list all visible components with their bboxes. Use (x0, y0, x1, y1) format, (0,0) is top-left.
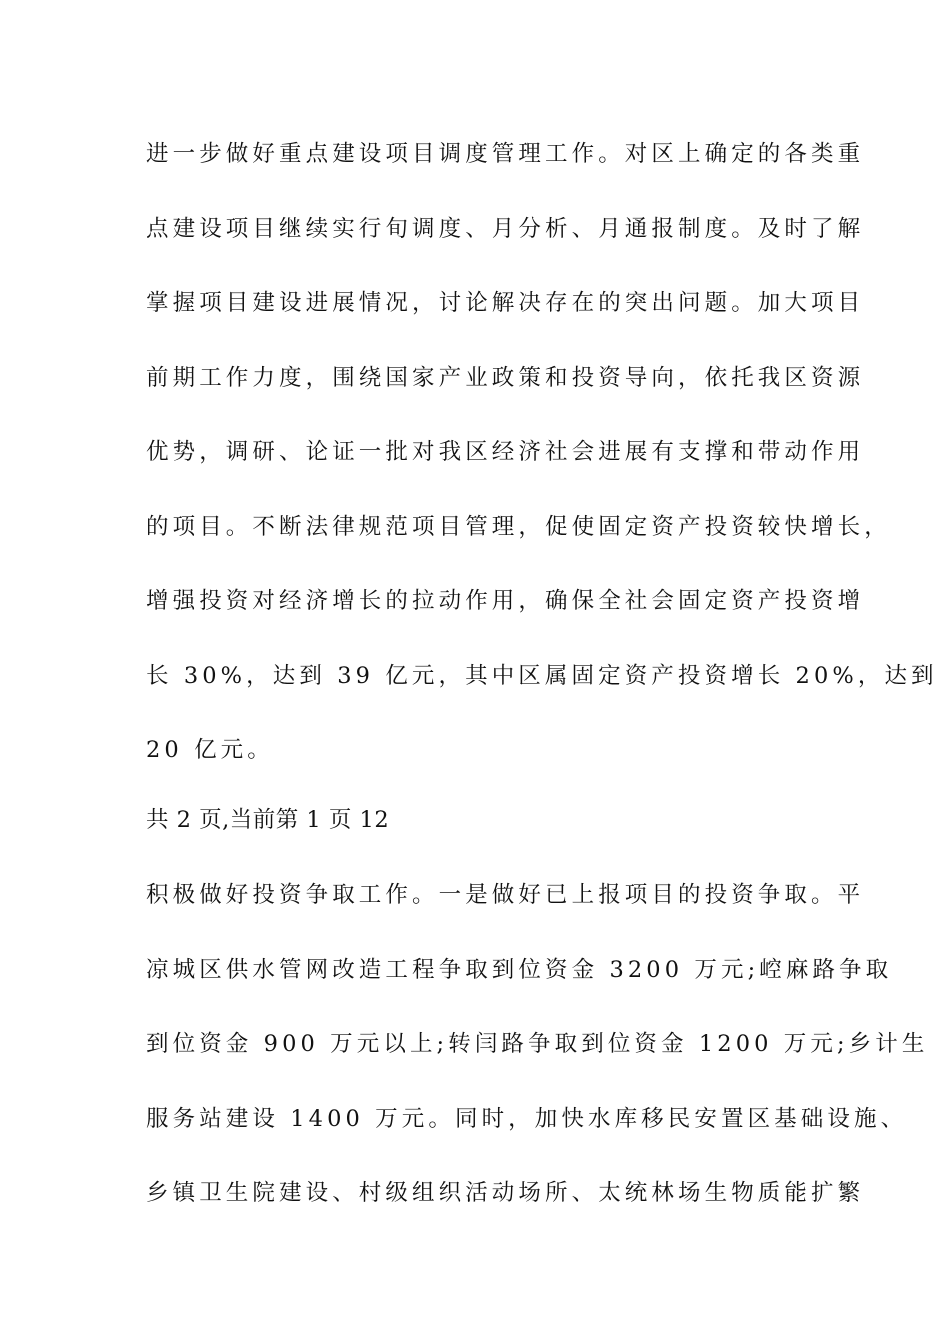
paragraph-investment-management (146, 117, 938, 788)
paragraph-line: 20 亿元。 (146, 737, 274, 763)
paragraph-investment-funding (146, 858, 929, 1231)
paragraph-line: 点建设项目继续实行旬调度、月分析、月通报制度。及时了解 (146, 215, 865, 242)
paragraph-line: 积极做好投资争取工作。一是做好已上报项目的投资争取。平 (146, 882, 865, 908)
paragraph-line: 长 30%，达到 39 亿元，其中区属固定资产投资增长 20%，达到 (146, 662, 938, 689)
page-indicator (146, 783, 816, 858)
paragraph-line: 的项目。不断法律规范项目管理，促使固定资产投资较快增长， (146, 513, 891, 540)
paragraph-line: 乡镇卫生院建设、村级组织活动场所、太统林场生物质能扩繁 (146, 1180, 865, 1206)
paragraph-line: 进一步做好重点建设项目调度管理工作。对区上确定的各类重 (146, 141, 865, 167)
paragraph-line: 前期工作力度，围绕国家产业政策和投资导向，依托我区资源 (146, 364, 865, 391)
paragraph-line: 优势，调研、论证一批对我区经济社会进展有支撑和带动作用 (146, 439, 865, 465)
paragraph-line: 服务站建设 1400 万元。同时，加快水库移民安置区基础设施、 (146, 1105, 908, 1132)
paragraph-line: 凉城区供水管网改造工程争取到位资金 3200 万元;崆麻路争取 (146, 956, 893, 983)
page-indicator-text: 共 2 页,当前第 1 页 12 (146, 807, 390, 833)
paragraph-line: 掌握项目建设进展情况，讨论解决存在的突出问题。加大项目 (146, 290, 865, 316)
paragraph-line: 增强投资对经济增长的拉动作用，确保全社会固定资产投资增 (146, 588, 865, 614)
paragraph-line: 到位资金 900 万元以上;转闫路争取到位资金 1200 万元;乡计生 (146, 1031, 929, 1057)
